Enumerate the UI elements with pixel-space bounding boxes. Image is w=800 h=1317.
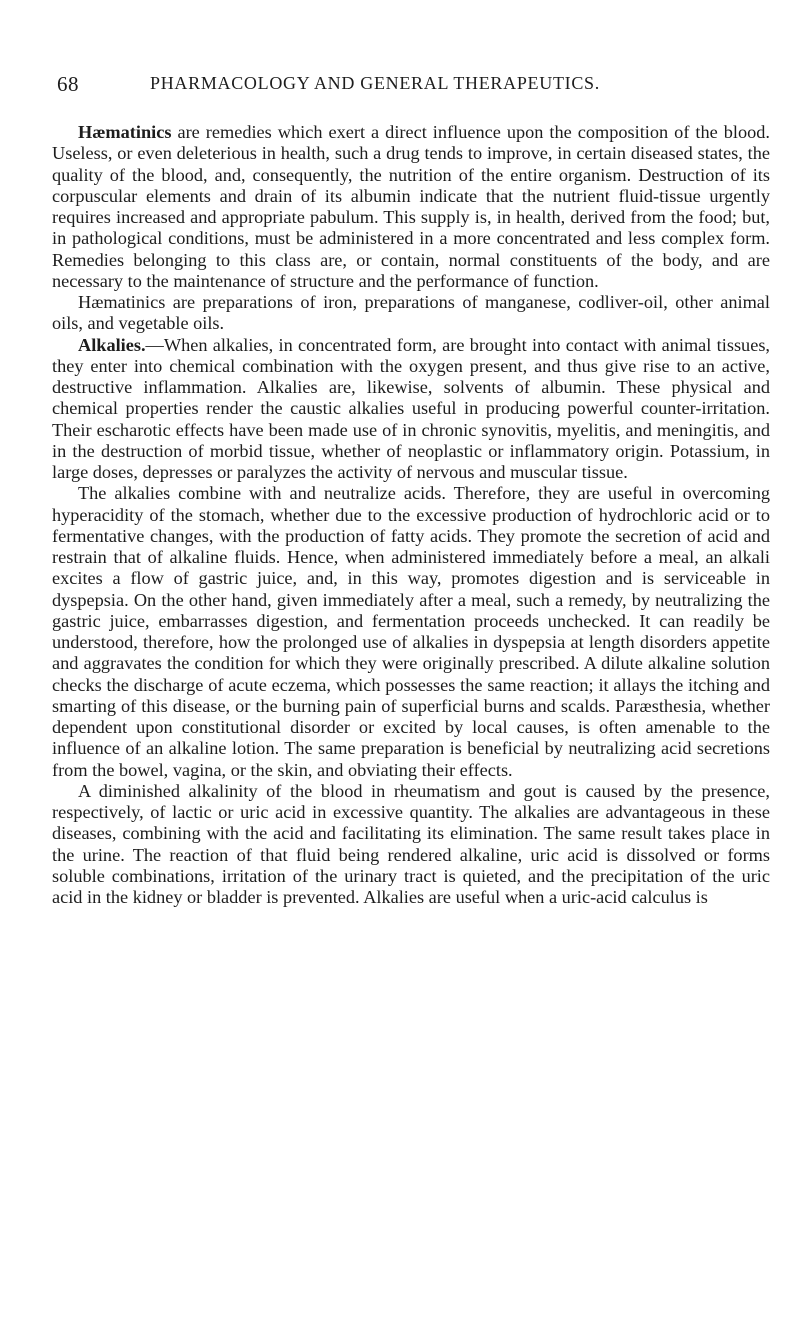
paragraph-text: The alkalies combine with and neutralize acids. Therefore, they are useful in overcoming hyperacidity of the stomach, whether due to the excessive production of hydrochloric acid or to fermentative changes, with the production of fatty acids. They promote the secretion of acid and restrain that of alkaline fluids. Hence, when administered immediately before a meal, an alkali excites a flow of gastric juice, and, in this way, promotes digestion and is serviceable in dyspepsia. On the other hand, given immediately after a meal, such a remedy, by neutralizing the gastric juice, embarrasses digestion, and fermentation proceeds unchecked. It can readily be understood, therefore, how the prolonged use of alkalies in dyspepsia at length disorders appetite and aggravates the condition for which they were originally prescribed. A dilute alkaline solution checks the discharge of acute eczema, which possesses the same reaction; it allays the itching and smarting of this disease, or the burning pain of superficial burns and scalds. Paræsthesia, whether dependent upon constitutional disorder or excited by local causes, is often amenable to the influence of an alkaline lotion. The same preparation is beneficial by neutralizing acid secretions from the bowel, vagina, or the skin, and obviating their effects. <box>52 483 770 780</box>
paragraph-text: Hæmatinics are preparations of iron, preparations of manganese, codliver-oil, other animal oils, and vegetable oils. <box>52 292 770 334</box>
paragraph-haematinics-list <box>52 292 770 335</box>
paragraph-alkalies-acids <box>52 483 770 781</box>
running-title: PHARMACOLOGY AND GENERAL THERAPEUTICS. <box>150 73 600 93</box>
running-header <box>52 72 770 104</box>
paragraph-haematinics-definition <box>52 122 770 292</box>
paragraph-text: —When alkalies, in concentrated form, are brought into contact with animal tissues, they enter into chemical combination with the oxygen present, and thus give rise to an active, destructive inflammation. Alkalies are, likewise, solvents of albumin. These physical and chemical properties render the caustic alkalies useful in producing powerful counter-irritation. Their escharotic effects have been made use of in chronic synovitis, myelitis, and meningitis, and in the destruction of morbid tissue, whether of neoplastic or inflammatory origin. Potassium, in large doses, depresses or paralyzes the activity of nervous and muscular tissue. <box>52 334 770 482</box>
book-page <box>52 72 770 908</box>
paragraph-alkalies-intro <box>52 335 770 484</box>
body-text <box>52 122 770 908</box>
paragraph-text: are remedies which exert a direct influence upon the composition of the blood. Useless, or even deleterious in health, such a drug tends to improve, in certain diseased states, the quality of the blood, and, consequently, the nutrition of the entire organism. Destruction of its corpuscular elements and drain of its albumin indicate that the nutrient fluid-tissue urgently requires increased and appropriate pabulum. This supply is, in health, derived from the food; but, in pathological conditions, must be administered in a more concentrated and less complex form. Remedies belonging to this class are, or contain, normal constituents of the body, and are necessary to the maintenance of structure and the performance of function. <box>52 122 770 291</box>
paragraph-text: A diminished alkalinity of the blood in rheumatism and gout is caused by the presence, respectively, of lactic or uric acid in excessive quantity. The alkalies are advantageous in these diseases, combining with the acid and facilitating its elimination. The same result takes place in the urine. The reaction of that fluid being rendered alkaline, uric acid is dissolved or forms soluble combinations, irritation of the urinary tract is quieted, and the precipitation of the uric acid in the kidney or bladder is prevented. Alkalies are useful when a uric-acid calculus is <box>52 780 770 907</box>
term-haematinics: Hæmatinics <box>78 122 172 142</box>
paragraph-alkalies-rheumatism <box>52 781 770 909</box>
page-number: 68 <box>57 72 79 96</box>
term-alkalies: Alkalies. <box>78 334 146 355</box>
